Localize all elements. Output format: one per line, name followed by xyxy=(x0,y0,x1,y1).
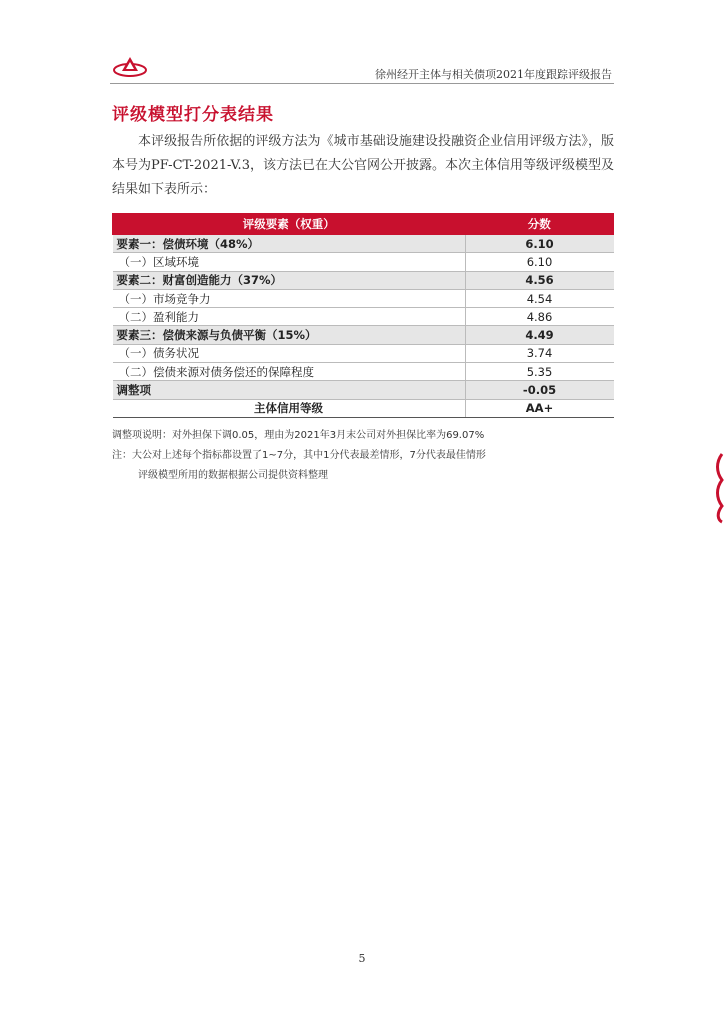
table-row xyxy=(113,344,614,362)
factor-name: 调整项 xyxy=(113,381,466,399)
table-row xyxy=(113,326,614,344)
factor-name: 要素三：偿债来源与负债平衡（15%） xyxy=(113,326,466,344)
table-row xyxy=(113,363,614,381)
footnote-source: 评级模型所用的数据根据公司提供资料整理 xyxy=(138,470,328,481)
factor-score: 5.35 xyxy=(465,363,614,381)
factor-score: 6.10 xyxy=(465,235,614,253)
factor-score: 3.74 xyxy=(465,344,614,362)
factor-name: 主体信用等级 xyxy=(113,399,466,417)
factor-name: （一）市场竞争力 xyxy=(113,289,466,307)
intro-paragraph: 本评级报告所依据的评级方法为《城市基础设施建设投融资企业信用评级方法》，版本号为PF-CT-2021-V.3，该方法已在大公官网公开披露。本次主体信用等级评级模型及结果如下表所示： xyxy=(112,134,614,197)
factor-name: 要素一：偿债环境（48%） xyxy=(113,235,466,253)
seal-stamp-icon xyxy=(712,452,724,524)
factor-score: 4.54 xyxy=(465,289,614,307)
header-divider xyxy=(110,83,614,84)
table-header-row xyxy=(113,214,614,235)
table-row xyxy=(113,399,614,417)
table-row xyxy=(113,253,614,271)
table-row xyxy=(113,308,614,326)
table-row xyxy=(113,381,614,399)
table-row xyxy=(113,271,614,289)
factor-score: AA+ xyxy=(465,399,614,417)
column-header-score: 分数 xyxy=(465,214,614,235)
column-header-factor: 评级要素（权重） xyxy=(113,214,466,235)
factor-name: 要素二：财富创造能力（37%） xyxy=(113,271,466,289)
factor-name: （一）区域环境 xyxy=(113,253,466,271)
factor-score: 4.49 xyxy=(465,326,614,344)
factor-name: （二）盈利能力 xyxy=(113,308,466,326)
table-row xyxy=(113,289,614,307)
factor-score: 4.86 xyxy=(465,308,614,326)
table-row xyxy=(113,235,614,253)
section-heading: 评级模型打分表结果 xyxy=(112,105,274,125)
company-logo-icon xyxy=(113,56,147,78)
header-title: 徐州经开主体与相关债项2021年度跟踪评级报告 xyxy=(375,68,612,81)
factor-name: （一）债务状况 xyxy=(113,344,466,362)
page-number: 5 xyxy=(358,952,366,965)
factor-score: -0.05 xyxy=(465,381,614,399)
footnote: 注：大公对上述每个指标都设置了1~7分，其中1分代表最差情形，7分代表最佳情形 xyxy=(112,450,486,461)
rating-score-table xyxy=(112,213,614,418)
factor-score: 6.10 xyxy=(465,253,614,271)
factor-name: （二）偿债来源对债务偿还的保障程度 xyxy=(113,363,466,381)
factor-score: 4.56 xyxy=(465,271,614,289)
adjustment-note: 调整项说明：对外担保下调0.05，理由为2021年3月末公司对外担保比率为69.07% xyxy=(112,430,485,441)
